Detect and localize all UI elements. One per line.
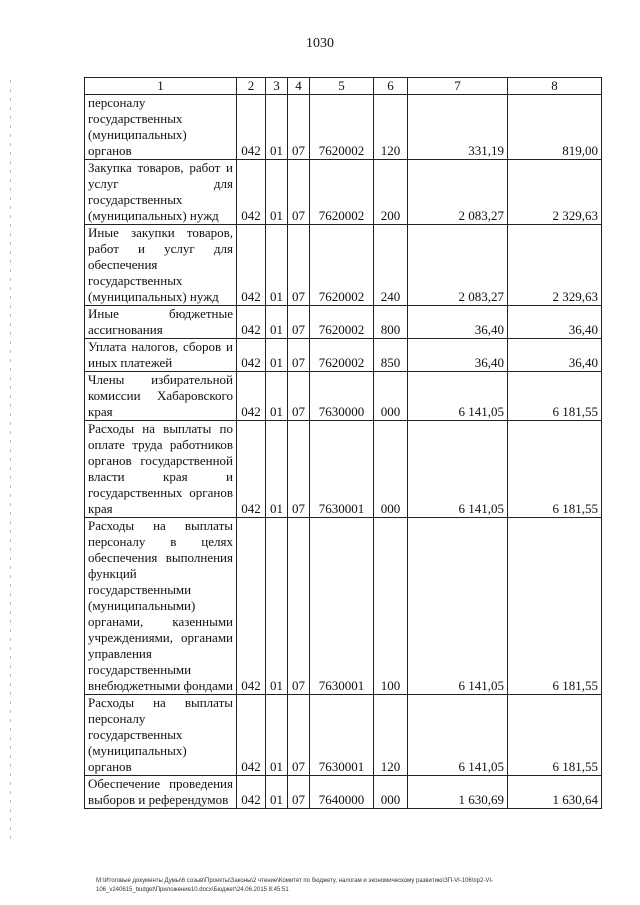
- header-col-2: 2: [237, 78, 266, 95]
- sum-year-1-cell: 2 083,27: [408, 225, 508, 306]
- target-article-cell: 7620002: [310, 225, 374, 306]
- subsection-cell: 07: [288, 225, 310, 306]
- row-name-cell: Закупка товаров, работ и услуг для государственных (муниципальных) нужд: [85, 160, 237, 225]
- expense-type-cell: 000: [374, 421, 408, 518]
- subsection-cell: 07: [288, 95, 310, 160]
- header-col-4: 4: [288, 78, 310, 95]
- expense-type-cell: 240: [374, 225, 408, 306]
- sum-year-1-cell: 36,40: [408, 306, 508, 339]
- sum-year-2-cell: 2 329,63: [508, 225, 602, 306]
- section-cell: 01: [266, 225, 288, 306]
- table-row: [85, 518, 602, 695]
- table-header-row: [85, 78, 602, 95]
- sum-year-1-cell: 2 083,27: [408, 160, 508, 225]
- header-col-1: 1: [85, 78, 237, 95]
- row-name-cell: Члены избирательной комиссии Хабаровского края: [85, 372, 237, 421]
- target-article-cell: 7630001: [310, 518, 374, 695]
- grbs-cell: 042: [237, 695, 266, 776]
- header-col-6: 6: [374, 78, 408, 95]
- section-cell: 01: [266, 95, 288, 160]
- row-name-cell: Расходы на выплаты персоналу государственных (муниципальных) органов: [85, 695, 237, 776]
- sum-year-2-cell: 6 181,55: [508, 518, 602, 695]
- grbs-cell: 042: [237, 306, 266, 339]
- table-body: [85, 95, 602, 809]
- row-name-cell: Иные бюджетные ассигнования: [85, 306, 237, 339]
- budget-table: [84, 77, 602, 809]
- row-name-cell: персоналу государственных (муниципальных) органов: [85, 95, 237, 160]
- sum-year-2-cell: 6 181,55: [508, 695, 602, 776]
- section-cell: 01: [266, 306, 288, 339]
- expense-type-cell: 200: [374, 160, 408, 225]
- subsection-cell: 07: [288, 776, 310, 809]
- grbs-cell: 042: [237, 372, 266, 421]
- section-cell: 01: [266, 518, 288, 695]
- table-row: [85, 421, 602, 518]
- target-article-cell: 7620002: [310, 160, 374, 225]
- sum-year-2-cell: 36,40: [508, 306, 602, 339]
- page-number: 1030: [306, 36, 334, 51]
- table-row: [85, 776, 602, 809]
- sum-year-2-cell: 1 630,64: [508, 776, 602, 809]
- grbs-cell: 042: [237, 160, 266, 225]
- sum-year-1-cell: 6 141,05: [408, 421, 508, 518]
- expense-type-cell: 850: [374, 339, 408, 372]
- subsection-cell: 07: [288, 160, 310, 225]
- target-article-cell: 7620002: [310, 306, 374, 339]
- sum-year-1-cell: 36,40: [408, 339, 508, 372]
- grbs-cell: 042: [237, 776, 266, 809]
- table-row: [85, 225, 602, 306]
- header-col-7: 7: [408, 78, 508, 95]
- subsection-cell: 07: [288, 372, 310, 421]
- subsection-cell: 07: [288, 339, 310, 372]
- sum-year-2-cell: 36,40: [508, 339, 602, 372]
- row-name-cell: Обеспечение проведения выборов и референдумов: [85, 776, 237, 809]
- header-col-3: 3: [266, 78, 288, 95]
- section-cell: 01: [266, 339, 288, 372]
- table-row: [85, 372, 602, 421]
- table-row: [85, 306, 602, 339]
- expense-type-cell: 000: [374, 372, 408, 421]
- sum-year-2-cell: 2 329,63: [508, 160, 602, 225]
- section-cell: 01: [266, 421, 288, 518]
- sum-year-2-cell: 6 181,55: [508, 372, 602, 421]
- sum-year-1-cell: 6 141,05: [408, 695, 508, 776]
- grbs-cell: 042: [237, 225, 266, 306]
- row-name-cell: Уплата налогов, сборов и иных платежей: [85, 339, 237, 372]
- subsection-cell: 07: [288, 421, 310, 518]
- target-article-cell: 7620002: [310, 95, 374, 160]
- table-row: [85, 339, 602, 372]
- grbs-cell: 042: [237, 421, 266, 518]
- sum-year-1-cell: 6 141,05: [408, 518, 508, 695]
- sum-year-2-cell: 6 181,55: [508, 421, 602, 518]
- expense-type-cell: 100: [374, 518, 408, 695]
- sum-year-1-cell: 331,19: [408, 95, 508, 160]
- expense-type-cell: 120: [374, 695, 408, 776]
- file-path-footer: M:\Итоговые документы Думы\6 созыв\Проекты\Законы\2 чтение\Комитет по бюджету, налогам и экономическому развитию\ЗП-VI-106\пр2-VI-106_v240615_budget\Приложение10.docx\Бюджет\24.06.2015 8:45:51: [96, 878, 494, 893]
- section-cell: 01: [266, 372, 288, 421]
- target-article-cell: 7640000: [310, 776, 374, 809]
- target-article-cell: 7620002: [310, 339, 374, 372]
- section-cell: 01: [266, 160, 288, 225]
- header-col-5: 5: [310, 78, 374, 95]
- expense-type-cell: 120: [374, 95, 408, 160]
- sum-year-1-cell: 6 141,05: [408, 372, 508, 421]
- target-article-cell: 7630000: [310, 372, 374, 421]
- row-name-cell: Расходы на выплаты по оплате труда работников органов государственной власти края и государственных органов края: [85, 421, 237, 518]
- grbs-cell: 042: [237, 95, 266, 160]
- target-article-cell: 7630001: [310, 695, 374, 776]
- sum-year-1-cell: 1 630,69: [408, 776, 508, 809]
- expense-type-cell: 800: [374, 306, 408, 339]
- scan-margin-line: [10, 80, 11, 840]
- expense-type-cell: 000: [374, 776, 408, 809]
- row-name-cell: Иные закупки товаров, работ и услуг для обеспечения государственных (муниципальных) нужд: [85, 225, 237, 306]
- table-row: [85, 160, 602, 225]
- subsection-cell: 07: [288, 306, 310, 339]
- section-cell: 01: [266, 776, 288, 809]
- subsection-cell: 07: [288, 695, 310, 776]
- target-article-cell: 7630001: [310, 421, 374, 518]
- header-col-8: 8: [508, 78, 602, 95]
- grbs-cell: 042: [237, 518, 266, 695]
- row-name-cell: Расходы на выплаты персоналу в целях обеспечения выполнения функций государственными (муниципальными) органами, казенными учреждениями, органами управления государственными внебюджетными фондами: [85, 518, 237, 695]
- grbs-cell: 042: [237, 339, 266, 372]
- table-row: [85, 95, 602, 160]
- sum-year-2-cell: 819,00: [508, 95, 602, 160]
- table-row: [85, 695, 602, 776]
- section-cell: 01: [266, 695, 288, 776]
- subsection-cell: 07: [288, 518, 310, 695]
